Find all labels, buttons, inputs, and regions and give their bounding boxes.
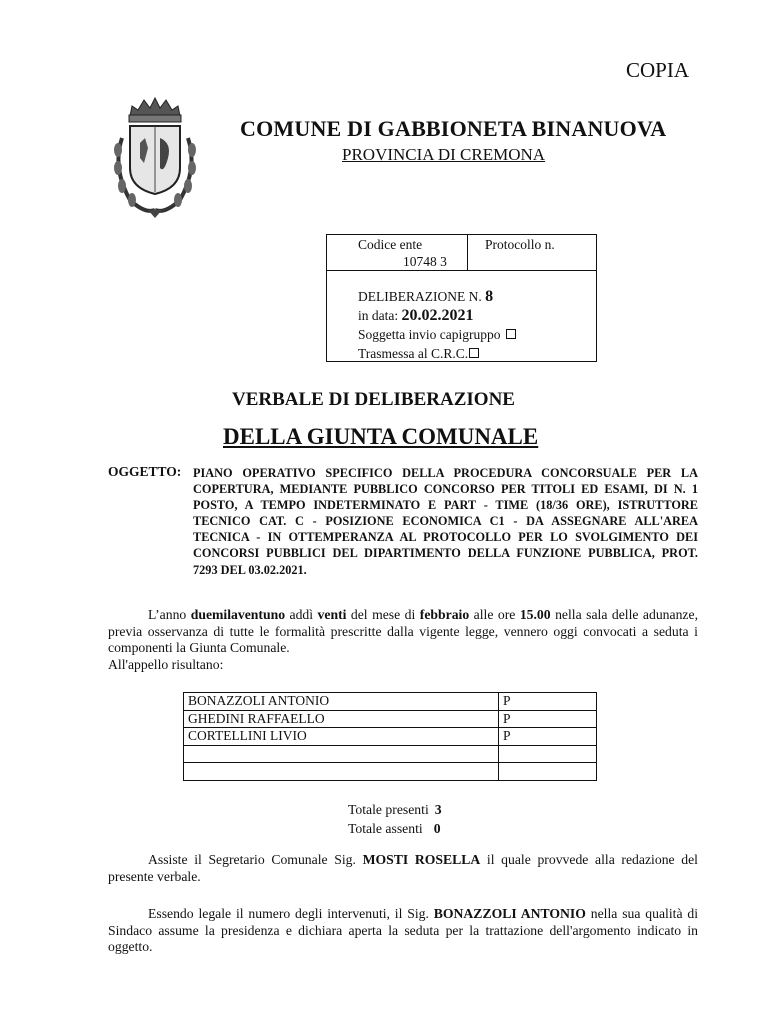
- mayor-name: BONAZZOLI ANTONIO: [433, 906, 586, 921]
- document-subtitle: DELLA GIUNTA COMUNALE: [223, 424, 539, 449]
- member-name: [184, 745, 499, 763]
- attendance-totals: [348, 800, 442, 838]
- secretary-name: MOSTI ROSELLA: [362, 852, 481, 867]
- delib-label: DELIBERAZIONE N.: [358, 289, 482, 304]
- subject-label-text: OGGETTO: [108, 464, 177, 479]
- secretary-text-2: il quale provvede alla redazione del presente verbale.: [108, 852, 698, 884]
- codice-ente-value: 10748 3: [403, 254, 447, 269]
- crc-label: Trasmessa al C.R.C.: [358, 346, 469, 361]
- present-count: 3: [434, 802, 442, 817]
- intro-paragraph: [108, 607, 698, 673]
- province-name: PROVINCIA DI CREMONA: [342, 145, 546, 164]
- table-row: [184, 763, 597, 781]
- member-status: P: [499, 693, 597, 711]
- capigruppo-label: Soggetta invio capigruppo: [358, 327, 501, 342]
- intro-day: venti: [317, 607, 347, 622]
- registration-box: [326, 234, 597, 362]
- intro-month: febbraio: [419, 607, 470, 622]
- date-label: in data:: [358, 308, 399, 323]
- copy-stamp: COPIA: [626, 58, 690, 82]
- attendance-table: [183, 692, 597, 781]
- member-name: GHEDINI RAFFAELLO: [184, 710, 499, 728]
- member-name: BONAZZOLI ANTONIO: [184, 693, 499, 711]
- member-status: [499, 763, 597, 781]
- appello-line: All'appello risultano:: [108, 656, 224, 672]
- intro-text-5: nella sala delle adunanze, previa osservanza di tutte le formalità prescritte dalla vigente legge, vennero oggi convocati a seduta i componenti la Giunta Comunale.: [108, 607, 699, 655]
- table-row: [184, 745, 597, 763]
- member-status: P: [499, 728, 597, 746]
- intro-hour: 15.00: [519, 607, 551, 622]
- box-divider: [467, 235, 468, 270]
- protocollo-label: Protocollo n.: [485, 237, 555, 252]
- deliberation-details: [358, 287, 516, 363]
- table-row: [184, 710, 597, 728]
- delib-date: 20.02.2021: [401, 307, 474, 324]
- presidency-paragraph: [108, 906, 698, 956]
- capigruppo-checkbox: [506, 329, 516, 339]
- intro-text-4: alle ore: [469, 607, 520, 622]
- member-status: P: [499, 710, 597, 728]
- table-row: [184, 693, 597, 711]
- secretary-text-1: Assiste il Segretario Comunale Sig.: [148, 852, 363, 867]
- presidency-text-1: Essendo legale il numero degli intervenuti, il Sig.: [148, 906, 434, 921]
- coat-of-arms-icon: [100, 88, 210, 228]
- intro-text-3: del mese di: [346, 607, 420, 622]
- delib-number: 8: [485, 288, 494, 305]
- present-label: Totale presenti: [348, 802, 429, 817]
- intro-text-2: addì: [285, 607, 318, 622]
- secretary-paragraph: [108, 852, 698, 885]
- document-title: VERBALE DI DELIBERAZIONE: [232, 389, 515, 410]
- member-status: [499, 745, 597, 763]
- absent-label: Totale assenti: [348, 821, 423, 836]
- subject-text: PIANO OPERATIVO SPECIFICO DELLA PROCEDURA CONCORSUALE PER LA COPERTURA, MEDIANTE PUBBLICO CONCORSO PER TITOLI ED ESAMI, DI N. 1 POSTO, A TEMPO INDETERMINATO E PART - TIME (18/36 ORE), ISTRUTTORE TECNICO CAT. C - POSIZIONE ECONOMICA C1 - DA ASSEGNARE ALL'AREA TECNICA - IN OTTEMPERANZA AL PROTOCOLLO PER LO SVOLGIMENTO DEI CONCORSI PUBBLICI DEL DIPARTIMENTO DELLA FUNZIONE PUBBLICA, PROT. 7293 DEL 03.02.2021.: [193, 466, 698, 577]
- absent-count: 0: [433, 821, 441, 836]
- municipality-name: COMUNE DI GABBIONETA BINANUOVA: [240, 116, 667, 141]
- table-row: [184, 728, 597, 746]
- crc-checkbox: [469, 348, 479, 358]
- intro-year: duemilaventuno: [190, 607, 286, 622]
- codice-ente-label: Codice ente: [358, 237, 423, 252]
- member-name: [184, 763, 499, 781]
- intro-text-1: L’anno: [148, 607, 191, 622]
- member-name: CORTELLINI LIVIO: [184, 728, 499, 746]
- subject-label: OGGETTO:: [108, 464, 182, 479]
- presidency-text-2: nella sua qualità di Sindaco assume la presidenza e dichiara aperta la seduta per la trattazione dell'argomento indicato in oggetto.: [108, 906, 698, 954]
